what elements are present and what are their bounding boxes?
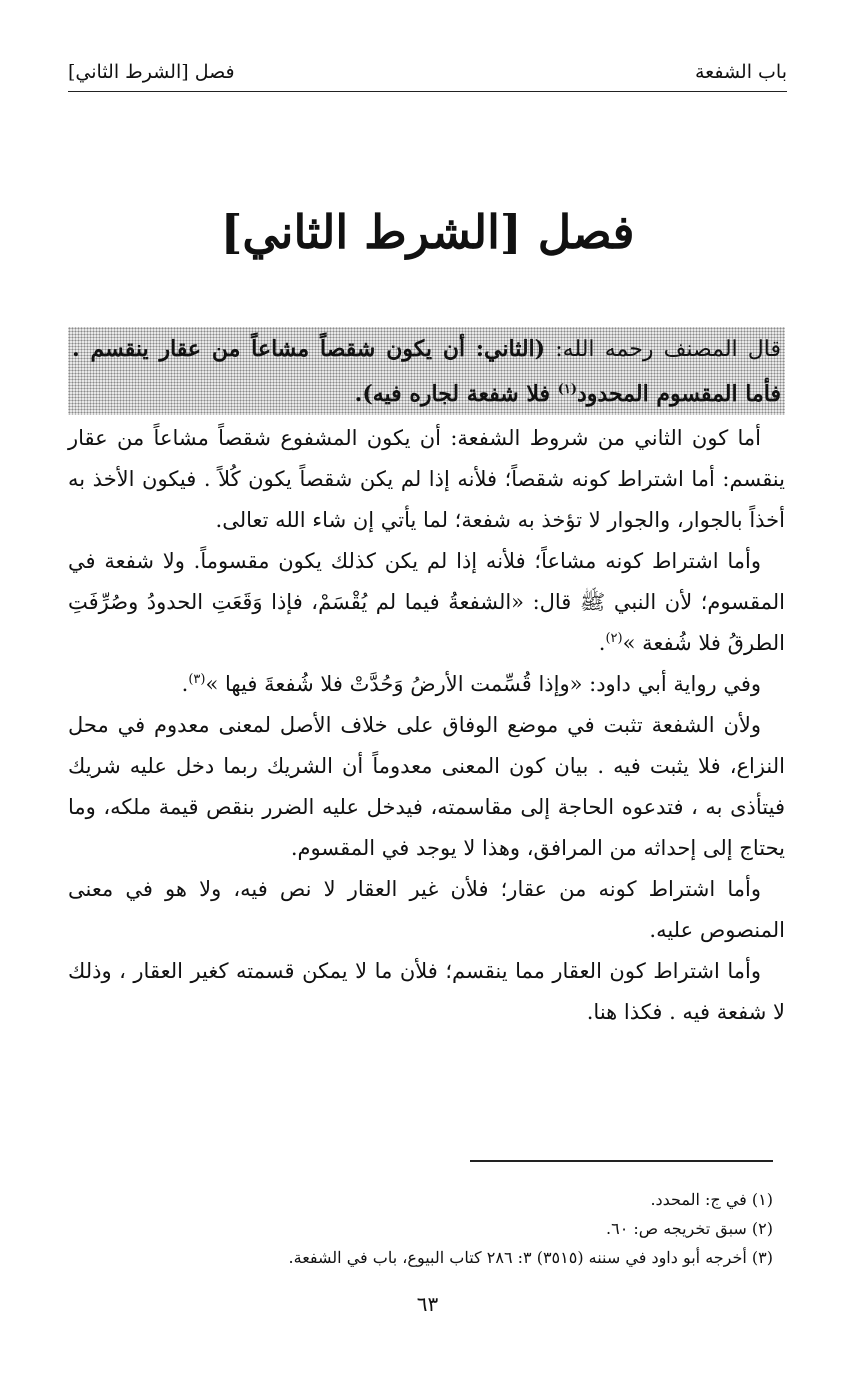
header-section-title: فصل [الشرط الثاني] <box>68 61 235 83</box>
footnote-3: (٣) أخرجه أبو داود في سننه (٣٥١٥) ٣: ٢٨٦ كتاب البيوع، باب في الشفعة. <box>288 1248 773 1267</box>
matn-text-part-1: (الثاني: أن يكون شقصاً مشاعاً من عقار ينقسم . فأما المقسوم المحدود <box>72 336 781 407</box>
commentary-body <box>68 418 785 1033</box>
header-book-chapter: باب الشفعة <box>695 61 787 83</box>
paragraph-3 <box>68 664 785 705</box>
footnote-2: (٢) سبق تخريجه ص: ٦٠. <box>606 1219 773 1238</box>
footnote-ref-3: (٣) <box>188 672 206 687</box>
paragraph-3-text: وفي رواية أبي داود: «وإذا قُسِّمت الأرضُ وَحُدَّتْ فلا شُفعةَ فيها » <box>205 672 761 696</box>
footnote-separator <box>470 1160 773 1162</box>
footnote-ref-1: (١) <box>557 382 577 397</box>
chapter-title: فصل [الشرط الثاني] <box>220 205 635 259</box>
paragraph-2-text: وأما اشتراط كونه مشاعاً؛ فلأنه إذا لم يكن كذلك يكون مقسوماً. ولا شفعة في المقسوم؛ لأن النبي ﷺ قال: «الشفعةُ فيما لم يُقْسَمْ، فإذا وَقَعَتِ الحدودُ وصُرِّفَتِ الطرقُ فلا شُفعة » <box>68 549 785 655</box>
paragraph-2 <box>68 541 785 664</box>
paragraph-6: وأما اشتراط كون العقار مما ينقسم؛ فلأن ما لا يمكن قسمته كغير العقار ، وذلك لا شفعة فيه . فكذا هنا. <box>68 959 785 1024</box>
paragraph-4: ولأن الشفعة تثبت في موضع الوفاق على خلاف الأصل لمعنى معدوم في محل النزاع، فلا يثبت فيه . بيان كون المعنى معدوماً أن الشريك ربما دخل عليه شريك فيتأذى به ، فتدعوه الحاجة إلى مقاسمته، فيدخل عليه الضرر بنقص قيمة ملكه، وما يحتاج إلى إحداثه من المرافق، وهذا لا يوجد في المقسوم. <box>68 713 785 860</box>
matn-text-part-2: فلا شفعة لجاره فيه). <box>354 381 558 407</box>
page-number: ٦٣ <box>416 1292 439 1316</box>
footnotes <box>68 1185 773 1272</box>
matn-highlight-block <box>68 327 785 415</box>
footnote-1: (١) في ج: المحدد. <box>650 1190 773 1209</box>
paragraph-3-end: . <box>181 672 189 696</box>
footnote-ref-2: (٢) <box>605 631 623 646</box>
paragraph-5: وأما اشتراط كونه من عقار؛ فلأن غير العقار لا نص فيه، ولا هو في معنى المنصوص عليه. <box>68 877 785 942</box>
paragraph-1: أما كون الثاني من شروط الشفعة: أن يكون المشفوع شقصاً مشاعاً من عقار ينقسم: أما اشتراط كونه شقصاً؛ فلأنه إذا لم يكن شقصاً يكون كُلاً . فيكون الأخذ به أخذاً بالجوار، والجوار لا تؤخذ به شفعة؛ لما يأتي إن شاء الله تعالى. <box>68 426 785 532</box>
matn-intro: قال المصنف رحمه الله: <box>545 337 782 362</box>
running-header <box>68 48 787 92</box>
paragraph-2-end: . <box>598 631 606 655</box>
